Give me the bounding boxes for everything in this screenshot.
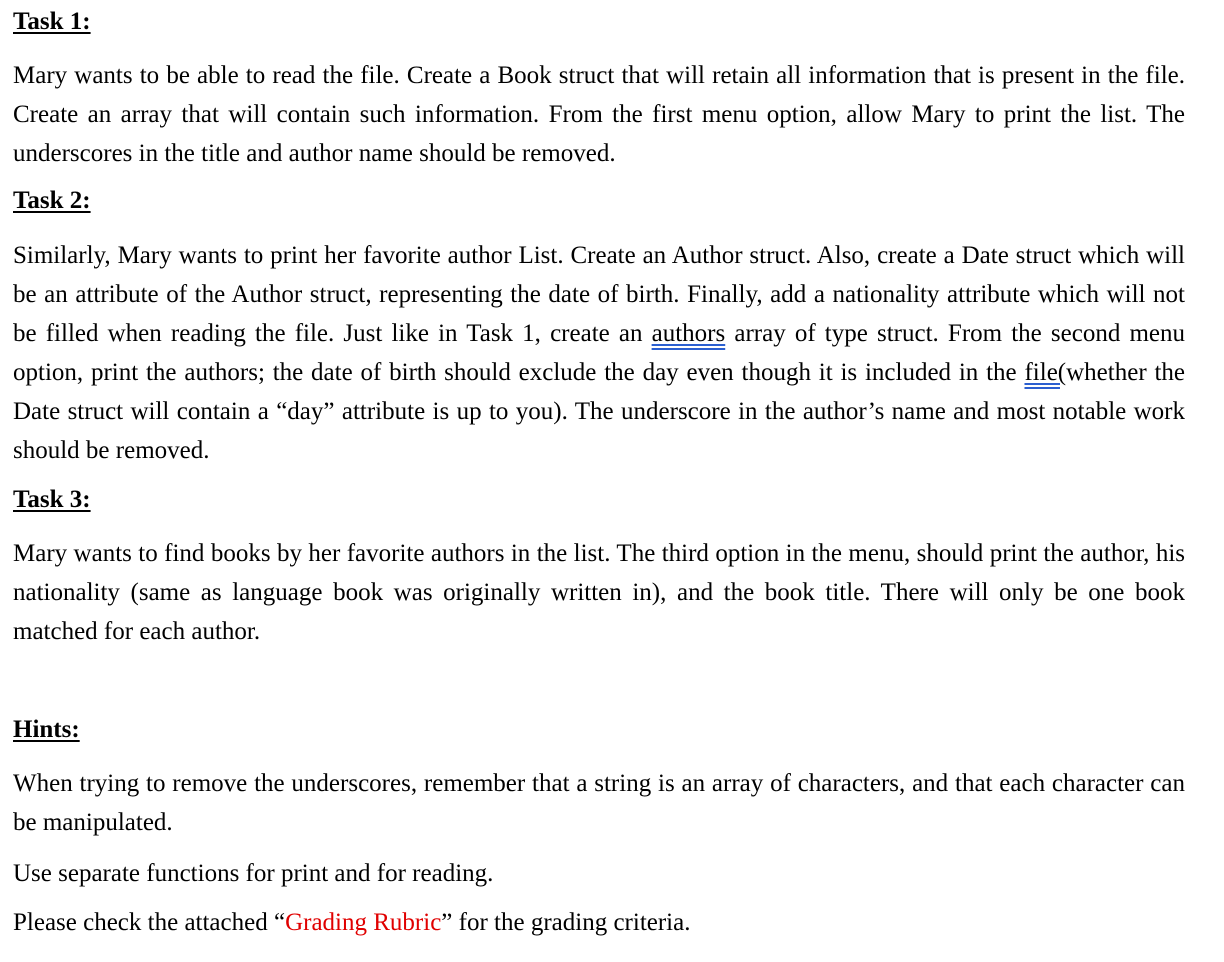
task2-body-part1: Similarly, Mary wants to print her favorite author List. Create an Author struct. Also, create a Date struct which will be an attribute of the Author struct, representing the date of birth. Finally, add a nationality attribute which will not be filled when reading the file. Just like in Task 1, create an: [13, 242, 1185, 347]
task2-heading: Task 2:: [13, 187, 91, 214]
file-word: file(: [1024, 359, 1067, 386]
task3-body: Mary wants to find books by her favorite authors in the list. The third option in the menu, should print the author, his nationality (same as language book was originally written in), and the book title. There will only be one book matched for each author.: [13, 540, 1185, 645]
task2-body: [13, 236, 1185, 470]
authors-word: authors: [651, 320, 726, 347]
task1-body: Mary wants to be able to read the file. Create a Book struct that will retain all information that is present in the file. Create an array that will contain such information. From the first menu option, allow Mary to print the list. The underscores in the title and author name should be removed.: [13, 62, 1185, 167]
hint-separate-functions: Use separate functions for print and for reading.: [13, 860, 494, 887]
hint-rubric-after: ” for the grading criteria.: [441, 909, 691, 936]
hints-heading: Hints:: [13, 716, 80, 743]
grading-rubric-reference: Grading Rubric: [285, 909, 442, 936]
hint-rubric-before: Please check the attached “: [13, 909, 286, 936]
task2-body-part2: array of type struct. From the second menu option, print the authors; the date of birth should exclude the day even though it is included in the: [13, 320, 1186, 386]
hint-underscores: When trying to remove the underscores, remember that a string is an array of characters, and that each character can be manipulated.: [13, 770, 1185, 836]
task2-body-part3: whether the Date struct will contain a “day” attribute is up to you). The underscore in the author’s name and most notable work should be removed.: [13, 359, 1185, 464]
task3-heading: Task 3:: [13, 486, 91, 513]
task1-heading: Task 1:: [13, 8, 91, 35]
hint-rubric: [13, 903, 1185, 942]
